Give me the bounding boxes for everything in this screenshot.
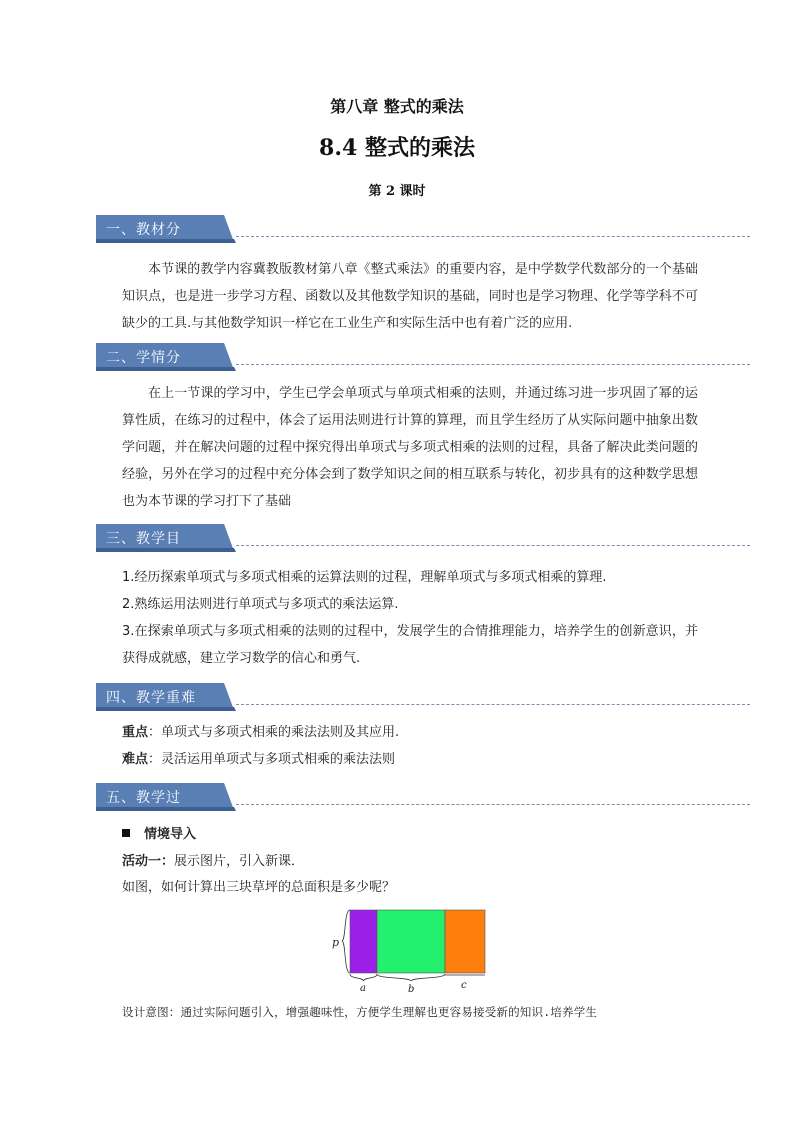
paragraph-student-analysis: 在上一节课的学习中，学生已学会单项式与单项式相乘的法则，并通过练习进一步巩固了幂的运算性质，在练习的过程中，体会了运用法则进行计算的算理，而且学生经历了从实际问题中抽象出数学问题，并在解决问题的过程中探究得出单项式与多项式相乘的法则的过程，具备了解决此类问题的经验，另外在学习的过程中充分体会到了数学知识之间的相互联系与转化，初步具有的这种数学思想也为本节课的学习打下了基础 bbox=[122, 386, 698, 509]
difficult-point-line bbox=[122, 746, 698, 773]
lawn-area-figure bbox=[326, 900, 496, 995]
page-title: 8.4 整式的乘法 bbox=[319, 135, 475, 161]
activity-text: 展示图片，引入新课． bbox=[174, 854, 305, 869]
section-label: 五、教学过 bbox=[106, 790, 181, 806]
dashed-divider bbox=[236, 236, 750, 237]
section-header-teaching-material bbox=[96, 212, 750, 246]
activity-label: 活动一： bbox=[122, 854, 175, 869]
bullet-heading-scenario bbox=[122, 823, 196, 842]
key-point-text: ：单项式与多项式相乘的乘法法则及其应用. bbox=[148, 725, 400, 740]
design-intent-text: 设计意图：通过实际问题引入，增强趣味性，方便学生理解也更容易接受新的知识.培养学生 bbox=[122, 1005, 598, 1019]
lawn-c-rect bbox=[445, 910, 485, 973]
paragraph-material-analysis: 本节课的教学内容冀教版教材第八章《整式乘法》的重要内容，是中学数学代数部分的一个基础知识点，也是进一步学习方程、函数以及其他数学知识的基础，同时也是学习物理、化学等学科不可缺少的工具.与其他数学知识一样它在工业生产和实际生活中也有着广泛的应用. bbox=[122, 262, 698, 331]
section-header-key-difficult-points bbox=[96, 680, 750, 714]
brace-a-icon bbox=[350, 974, 377, 981]
section-header-teaching-objectives bbox=[96, 521, 750, 555]
lawn-b-rect bbox=[377, 910, 445, 973]
objective-item: 3.在探索单项式与多项式相乘的法则的过程中，发展学生的合情推理能力，培养学生的创新意识，并获得成就感，建立学习数学的信心和勇气. bbox=[122, 624, 698, 666]
bullet-text: 情境导入 bbox=[144, 827, 197, 842]
section-label: 四、教学重难 bbox=[106, 690, 196, 706]
dashed-divider bbox=[236, 545, 750, 546]
section-header-student-analysis bbox=[96, 340, 750, 374]
section-label: 一、教材分 bbox=[106, 222, 181, 238]
difficult-point-label: 难点 bbox=[122, 752, 149, 767]
chapter-heading: 第八章 整式的乘法 bbox=[330, 97, 464, 116]
brace-b-icon bbox=[377, 974, 445, 981]
label-p: p bbox=[332, 936, 340, 949]
objective-item: 1.经历探索单项式与多项式相乘的运算法则的过程，理解单项式与多项式相乘的算理. bbox=[122, 570, 607, 585]
activity-line bbox=[122, 848, 698, 875]
label-c: c bbox=[461, 980, 467, 991]
square-bullet-icon bbox=[122, 829, 130, 837]
dashed-divider bbox=[236, 804, 750, 805]
lawn-a-rect bbox=[350, 910, 377, 973]
section-label: 三、教学目 bbox=[106, 531, 181, 547]
brace-p-icon bbox=[342, 910, 350, 973]
objective-item: 2.熟练运用法则进行单项式与多项式的乘法运算. bbox=[122, 597, 399, 612]
key-point-line bbox=[122, 719, 698, 746]
question-line: 如图，如何计算出三块草坪的总面积是多少呢？ bbox=[122, 880, 396, 895]
lesson-subtitle: 第 2 课时 bbox=[368, 184, 426, 199]
section-label: 二、学情分 bbox=[106, 350, 181, 366]
difficult-point-text: ：灵活运用单项式与多项式相乘的乘法法则 bbox=[148, 752, 396, 767]
section-header-teaching-process bbox=[96, 780, 750, 814]
label-a: a bbox=[360, 983, 366, 994]
dashed-divider bbox=[236, 364, 750, 365]
label-b: b bbox=[408, 984, 415, 995]
dashed-divider bbox=[236, 704, 750, 705]
key-point-label: 重点 bbox=[122, 725, 149, 740]
